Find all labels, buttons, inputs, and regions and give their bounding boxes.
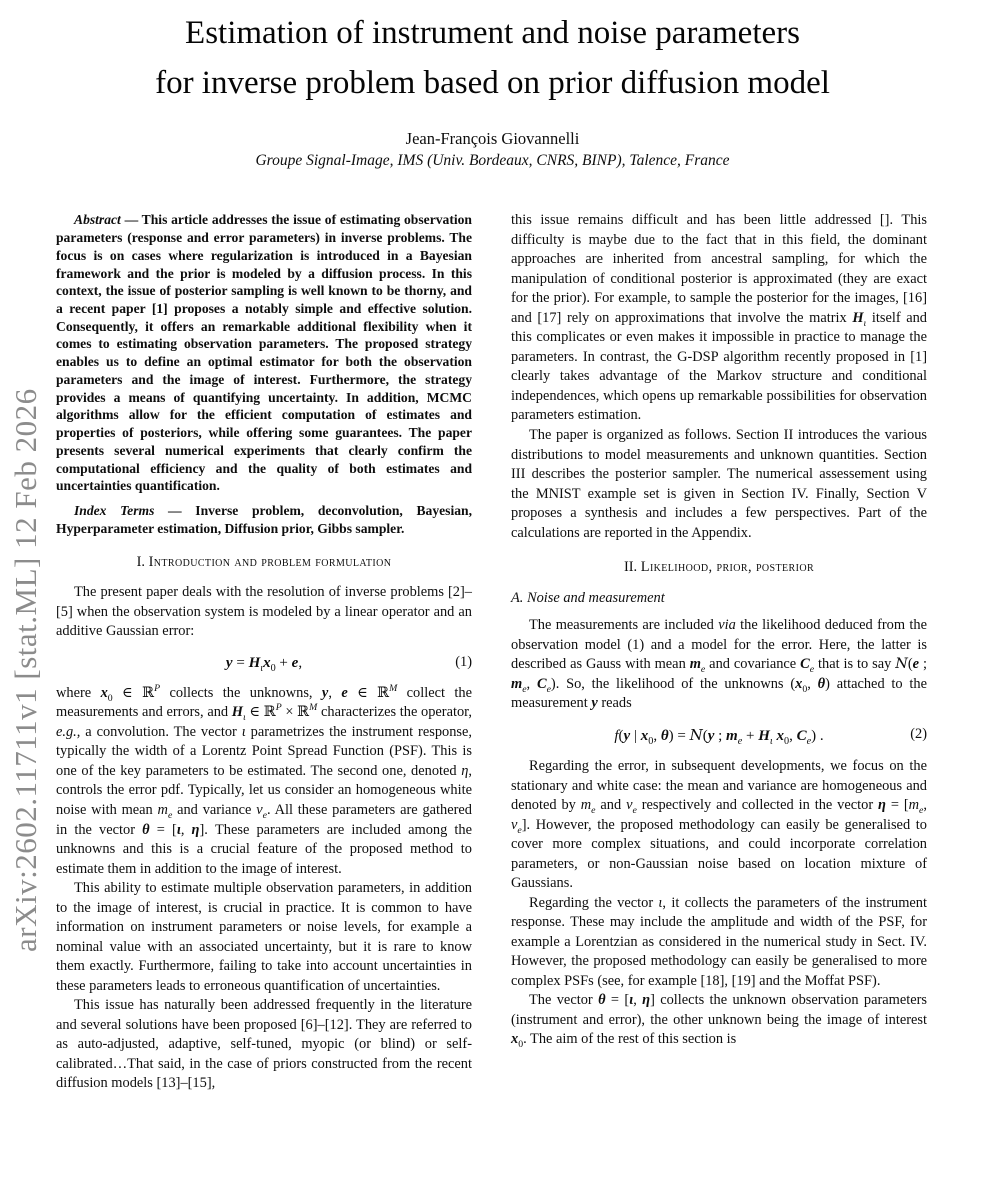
paragraph-iota: Regarding the vector ι, it collects the parameters of the instrument response. These may include the amplitude and width of the PSF, for example a Lorentzian as considered in the numerical study in Sect. IV. However, the proposed methodology can easily be generalised to more complex PSFs (see, for example [18], [19] and the Moffat PSF).	[511, 894, 927, 989]
paragraph-where: where $x_0$ ∈ ℝ$^P$ collects the unknowns, y, e ∈ ℝ$^M$ collect the measurements and errors, and $H_\iota$ ∈ ℝ$^P$ × ℝ$^M$ characterizes the operator, e.g., a convolution. The vector ι parametrizes the instrument response, typically the width of a Lorentz Point Spread Function (PSF). This is one of the key parameters to be estimated. The second one, denoted η, controls the error pdf. Typically, let us consider an homogeneous white noise with mean $m_e$ and variance $v_e$. All these parameters are gathered in the vector θ = [ι, η]. These parameters are included among the unknowns and this is a crucial feature of the proposed method to estimate them in addition to the image of interest.	[56, 683, 473, 877]
section-2-title: Likelihood, prior, posterior	[640, 559, 815, 576]
section-heading-1	[56, 553, 472, 573]
author-affiliation: Groupe Signal-Image, IMS (Univ. Bordeaux, CNRS, BINP), Talence, France	[255, 152, 730, 170]
abstract-text: This article addresses the issue of estimating observation parameters (response and error parameters) in inverse problems. The focus is on cases where regularization is introduced in a Bayesian framework and the prior is modeled by a diffusion process. In this context, the issue of posterior sampling is well known to be thorny, and a recent paper [1] proposes a notably simple and effective solution. Consequently, it offers an remarkable additional flexibility when it comes to estimating observation parameters. The proposed strategy enables us to define an optimal estimator for both the observation parameters and the image of interest. Furthermore, the strategy provides a means of quantifying uncertainty. In addition, MCMC algorithms allow for the efficient computation of estimates and properties of posteriors, while offering some guarantees. The paper presents several numerical experiments that clearly confirm the computational efficiency and the quality of both estimates and uncertainties quantification.	[56, 212, 472, 494]
equation-1	[56, 653, 472, 673]
equation-1-formula: $y = H_\iota x_0 + e$,	[225, 654, 303, 674]
left-column	[56, 211, 472, 1093]
section-2-number: II.	[623, 559, 638, 576]
equation-1-number: (1)	[455, 653, 472, 670]
paper-header	[0, 0, 985, 170]
index-terms-label: Index Terms	[74, 503, 155, 519]
equation-2-number: (2)	[910, 726, 927, 743]
abstract-paragraph	[56, 211, 472, 495]
paragraph-theta: The vector θ = [ι, η] collects the unknown observation parameters (instrument and error), the other unknown being the image of interest $x_0$. The aim of the rest of this section is	[511, 992, 928, 1051]
paragraph-measurements: The measurements are included via the likelihood deduced from the observation model (1) and a model for the error. Here, the latter is described as Gauss with mean $m_e$ and covariance $C_e$ that is to say N(e ; $m_e$, $C_e$). So, the likelihood of the unknowns ($x_0$, θ) attached to the measurement y reads	[511, 617, 927, 712]
subsection-heading-a: A. Noise and measurement	[511, 589, 665, 606]
section-1-title: Introduction and problem formulation	[148, 553, 392, 570]
section-1-number: I.	[136, 553, 145, 570]
title-line-2: for inverse problem based on prior diffusion model	[155, 65, 830, 102]
abstract-dash: —	[120, 212, 142, 228]
title-line-1: Estimation of instrument and noise parameters	[185, 15, 800, 51]
paragraph-ability: This ability to estimate multiple observation parameters, in addition to the image of interest, is crucial in practice. It is common to have information on instrument parameters or noise levels, for example a nominal value with an associated uncertainty, but it is rare to know them exactly. Furthermore, failing to take into account uncertainties in these parameters leads to erroneous quantification of uncertainties.	[56, 880, 472, 994]
index-terms-text: Inverse problem, deconvolution, Bayesian, Hyperparameter estimation, Diffusion prior, Gibbs sampler.	[56, 503, 473, 536]
arxiv-stamp: arXiv:2602.11711v1 [stat.ML] 12 Feb 2026	[8, 388, 43, 952]
paragraph-error: Regarding the error, in subsequent developments, we focus on the stationary and white case: the mean and variance are homogeneous and denoted by $m_e$ and $v_e$ respectively and collected in the vector $\eta = [m_e$, $v_e$]. However, the proposed methodology can easily be generalised to cover more complex situations, and could incorporate correlation parameters, or non-Gaussian noise based on location mixture of Gaussians.	[511, 758, 927, 892]
section-heading-2	[511, 558, 927, 578]
paragraph-intro: The present paper deals with the resolution of inverse problems [2]–[5] when the observation system is modeled by a linear operator and an additive Gaussian error:	[56, 584, 472, 640]
two-column-body	[0, 211, 985, 1093]
equation-2-formula: f(y | $x_0$, θ) = N(y ; $m_e + H_\iota$ $x_0$, $C_e$) .	[614, 725, 824, 747]
paragraph-continuation: this issue remains difficult and has been little addressed []. This difficulty is maybe due to the fact that in this field, the dominant approaches are inherited from ancestral sampling, for which the manipulation of conditional posterior is approximated (they are exact for the prior). For example, to sample the posterior for the images, [16] and [17] rely on approximations that involve the matrix $H_\iota$ itself and this complicates or even makes it impossible in practice to manage the parameters. In contrast, the G-DSP algorithm recently proposed in [1] clearly takes advantage of the Markov structure and conditional independences, which opens up remarkable possibilities for observation parameters estimation.	[511, 212, 928, 424]
index-terms-dash: —	[154, 503, 196, 519]
paragraph-organized: The paper is organized as follows. Section II introduces the various distributions to model measurements and unknown quantities. Section III describes the posterior sampler. The numerical assessement using the MNIST example set is given in Section IV. Finally, Section V proposes a synthesis and includes a few perspectives. Part of the calculations are reported in the Appendix.	[511, 426, 927, 541]
paper-title	[0, 8, 985, 108]
right-column	[511, 211, 927, 1093]
abstract-label: Abstract	[74, 212, 121, 228]
index-terms-paragraph	[56, 502, 472, 537]
equation-2	[511, 725, 927, 746]
paragraph-issue: This issue has naturally been addressed frequently in the literature and several solutions have been proposed [6]–[12]. They are referred to as auto-adjusted, adaptive, self-tuned, myopic (or blind) or self-calibrated…That said, in the case of priors constructed from the recent diffusion models [13]–[15],	[56, 997, 472, 1092]
author-name: Jean-François Giovannelli	[405, 129, 580, 149]
